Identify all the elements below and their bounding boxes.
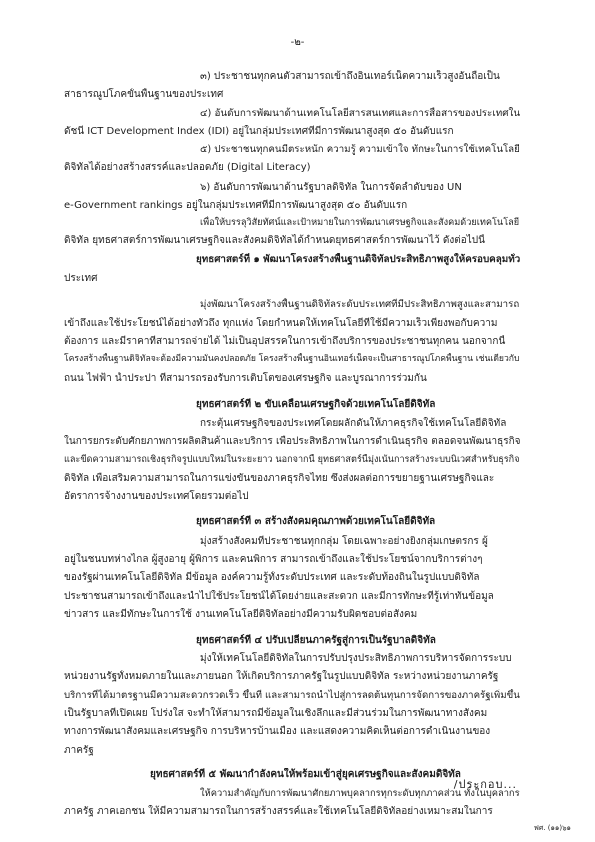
text-line: เพื่อให้บรรลุวิสัยทัศน์และเป้าหมายในการพัฒนาเศรษฐกิจและสังคมด้วยเทคโนโลยี [200, 217, 520, 228]
text-line: อยู่ในชนบทห่างไกล ผู้สูงอายุ ผู้พิการ และคนพิการ สามารถเข้าถึงและใช้ประโยชน์จากบริการต่างๆ [64, 554, 483, 565]
text-line: เป็นรัฐบาลที่เปิดเผย โปร่งใส จะทำให้สามารถมีข้อมูลในเชิงลึกและมีส่วนร่วมในการพัฒนาทางสังคม [64, 708, 488, 719]
text-line: ทางการพัฒนาสังคมและเศรษฐกิจ การบริหารบ้านเมือง และแสดงความคิดเห็นต่อการดำเนินงานของ [64, 726, 491, 737]
text-line: และขีดความสามารถเชิงธุรกิจรูปแบบใหม่ในระยะยาว นอกจากนี้ ยุทธศาสตร์นี้มุ่งเน้นการสร้างระบบนิเวศสำหรับธุรกิจ [64, 455, 520, 465]
text-line: e-Government rankings อยู่ในกลุ่มประเทศที่มีการพัฒนาสูงสุด ๕๐ อันดับแรก [64, 200, 408, 211]
section-heading: ยุทธศาสตร์ที่ ๔ ปรับเปลี่ยนภาครัฐสู่การเป็นรัฐบาลดิจิทัล [196, 635, 436, 646]
text-line: ต้องการ และมีราคาที่สามารถจ่ายได้ ไม่เป็นอุปสรรคในการเข้าถึงบริการของประชาชนทุกคน นอกจากนี้ [64, 336, 506, 347]
section-heading: ยุทธศาสตร์ที่ ๓ สร้างสังคมคุณภาพด้วยเทคโนโลยีดิจิทัล [196, 516, 436, 527]
text-line: สาธารณูปโภคขั้นพื้นฐานของประเทศ [64, 89, 224, 100]
text-line: หน่วยงานรัฐทั้งหมดภายในและภายนอก ให้เกิดบริการภาครัฐในรูปแบบดิจิทัล ระหว่างหน่วยงานภาครัฐ [64, 671, 499, 682]
text-line: ภาครัฐ ภาคเอกชน ให้มีความสามารถในการสร้างสรรค์และใช้เทคโนโลยีดิจิทัลอย่างเหมาะสมในการ [64, 806, 493, 817]
section-heading: ยุทธศาสตร์ที่ ๒ ขับเคลื่อนเศรษฐกิจด้วยเทคโนโลยีดิจิทัล [196, 399, 436, 410]
text-line: ภาครัฐ [64, 745, 94, 756]
continuation-marker: /ประกอบ... [453, 778, 517, 791]
text-line: ประเทศ [64, 273, 98, 284]
text-line: กระตุ้นเศรษฐกิจของประเทศโดยผลักดันให้ภาคธุรกิจใช้เทคโนโลยีดิจิทัล [200, 418, 507, 429]
text-line: มุ่งพัฒนาโครงสร้างพื้นฐานดิจิทัลระดับประเทศที่มีประสิทธิภาพสูงและสามารถ [200, 299, 520, 310]
text-line: ข่าวสาร และมีทักษะในการใช้ งานเทคโนโลยีดิจิทัลอย่างมีความรับผิดชอบต่อสังคม [64, 609, 418, 620]
text-line: ๕) ประชาชนทุกคนมีตระหนัก ความรู้ ความเข้าใจ ทักษะในการใช้เทคโนโลยี [200, 144, 520, 155]
text-line: บริการที่ได้มาตรฐานมีความสะดวกรวดเร็ว ขึ้นที่ และสามารถนำไปสู่การลดต้นทุนการจัดการของภาครัฐเพิ่มขึ้น [64, 690, 520, 701]
text-line: ประชาชนสามารถเข้าถึงและนำไปใช้ประโยชน์ได้โดยง่ายและสะดวก และมีการทักษะที่รู้เท่าทันข้อมูล [64, 591, 494, 602]
page-number: -๒- [290, 37, 305, 48]
text-line: เข้าถึงและใช้ประโยชน์ได้อย่างทั่วถึง ทุกแห่ง โดยกำหนดให้เทคโนโลยีที่ใช้มีความเร็วเพียงพอกับความ [64, 318, 498, 329]
text-line: ดิจิทัล เพื่อเสริมความสามารถในการแข่งขันของภาคธุรกิจไทย ซึ่งส่งผลต่อการขยายฐานเศรษฐกิจและ [64, 473, 495, 484]
text-line: ถนน ไฟฟ้า น้ำประปา ที่สามารถรองรับการเติบโตของเศรษฐกิจ และบูรณาการร่วมกัน [64, 373, 427, 384]
text-line: ให้ความสำคัญกับการพัฒนาศักยภาพบุคลากรทุกระดับทุกภาคส่วน ทั้งในบุคลากร [200, 788, 520, 799]
section-heading: ยุทธศาสตร์ที่ ๕ พัฒนากำลังคนให้พร้อมเข้าสู่ยุคเศรษฐกิจและสังคมดิจิทัล [150, 769, 461, 780]
text-line: ดิจิทัล ยุทธศาสตร์การพัฒนาเศรษฐกิจและสังคมดิจิทัลได้กำหนดยุทธศาสตร์การพัฒนาไว้ ดังต่อไปนี้ [64, 235, 485, 246]
text-line: ในการยกระดับศักยภาพการผลิตสินค้าและบริการ เพื่อประสิทธิภาพในการดำเนินธุรกิจ ตลอดจนพัฒนาธุรกิจ [64, 436, 520, 447]
text-line: มุ่งสร้างสังคมที่ประชาชนทุกกลุ่ม โดยเฉพาะอย่างยิ่งกลุ่มเกษตรกร ผู้ [200, 536, 488, 547]
form-code: ฟศ. (๑๑)๖๑ [533, 824, 571, 832]
text-line: ๔) อันดับการพัฒนาด้านเทคโนโลยีสารสนเทศและการสื่อสารของประเทศใน [200, 108, 520, 119]
text-line: ๖) อันดับการพัฒนาด้านรัฐบาลดิจิทัล ในการจัดลำดับของ UN [200, 182, 462, 193]
text-line: มุ่งให้เทคโนโลยีดิจิทัลในการปรับปรุงประสิทธิภาพการบริหารจัดการระบบ [200, 653, 512, 664]
text-line: โครงสร้างพื้นฐานดิจิทัลจะต้องมีความมั่นคงปลอดภัย โครงสร้างพื้นฐานอินเทอร์เน็ตจะเป็นสาธารณูปโภคพื้นฐาน เช่นเดียวกับ [64, 354, 520, 364]
text-line: อัตราการจ้างงานของประเทศโดยรวมต่อไป [64, 491, 249, 502]
text-line: ดัชนี ICT Development Index (IDI) อยู่ในกลุ่มประเทศที่มีการพัฒนาสูงสุด ๕๐ อันดับแรก [64, 126, 454, 137]
text-line: ของรัฐผ่านเทคโนโลยีดิจิทัล มีข้อมูล องค์ความรู้ทั้งระดับประเทศ และระดับท้องถิ่นในรูปแบบดิจิทัล [64, 572, 480, 583]
section-heading: ยุทธศาสตร์ที่ ๑ พัฒนาโครงสร้างพื้นฐานดิจิทัลประสิทธิภาพสูงให้ครอบคลุมทั่ว [196, 254, 520, 265]
text-line: ๓) ประชาชนทุกคนตัวสามารถเข้าถึงอินเทอร์เน็ตความเร็วสูงอันถือเป็น [200, 71, 500, 82]
text-line: ดิจิทัลได้อย่างสร้างสรรค์และปลอดภัย (Digital Literacy) [64, 162, 311, 173]
